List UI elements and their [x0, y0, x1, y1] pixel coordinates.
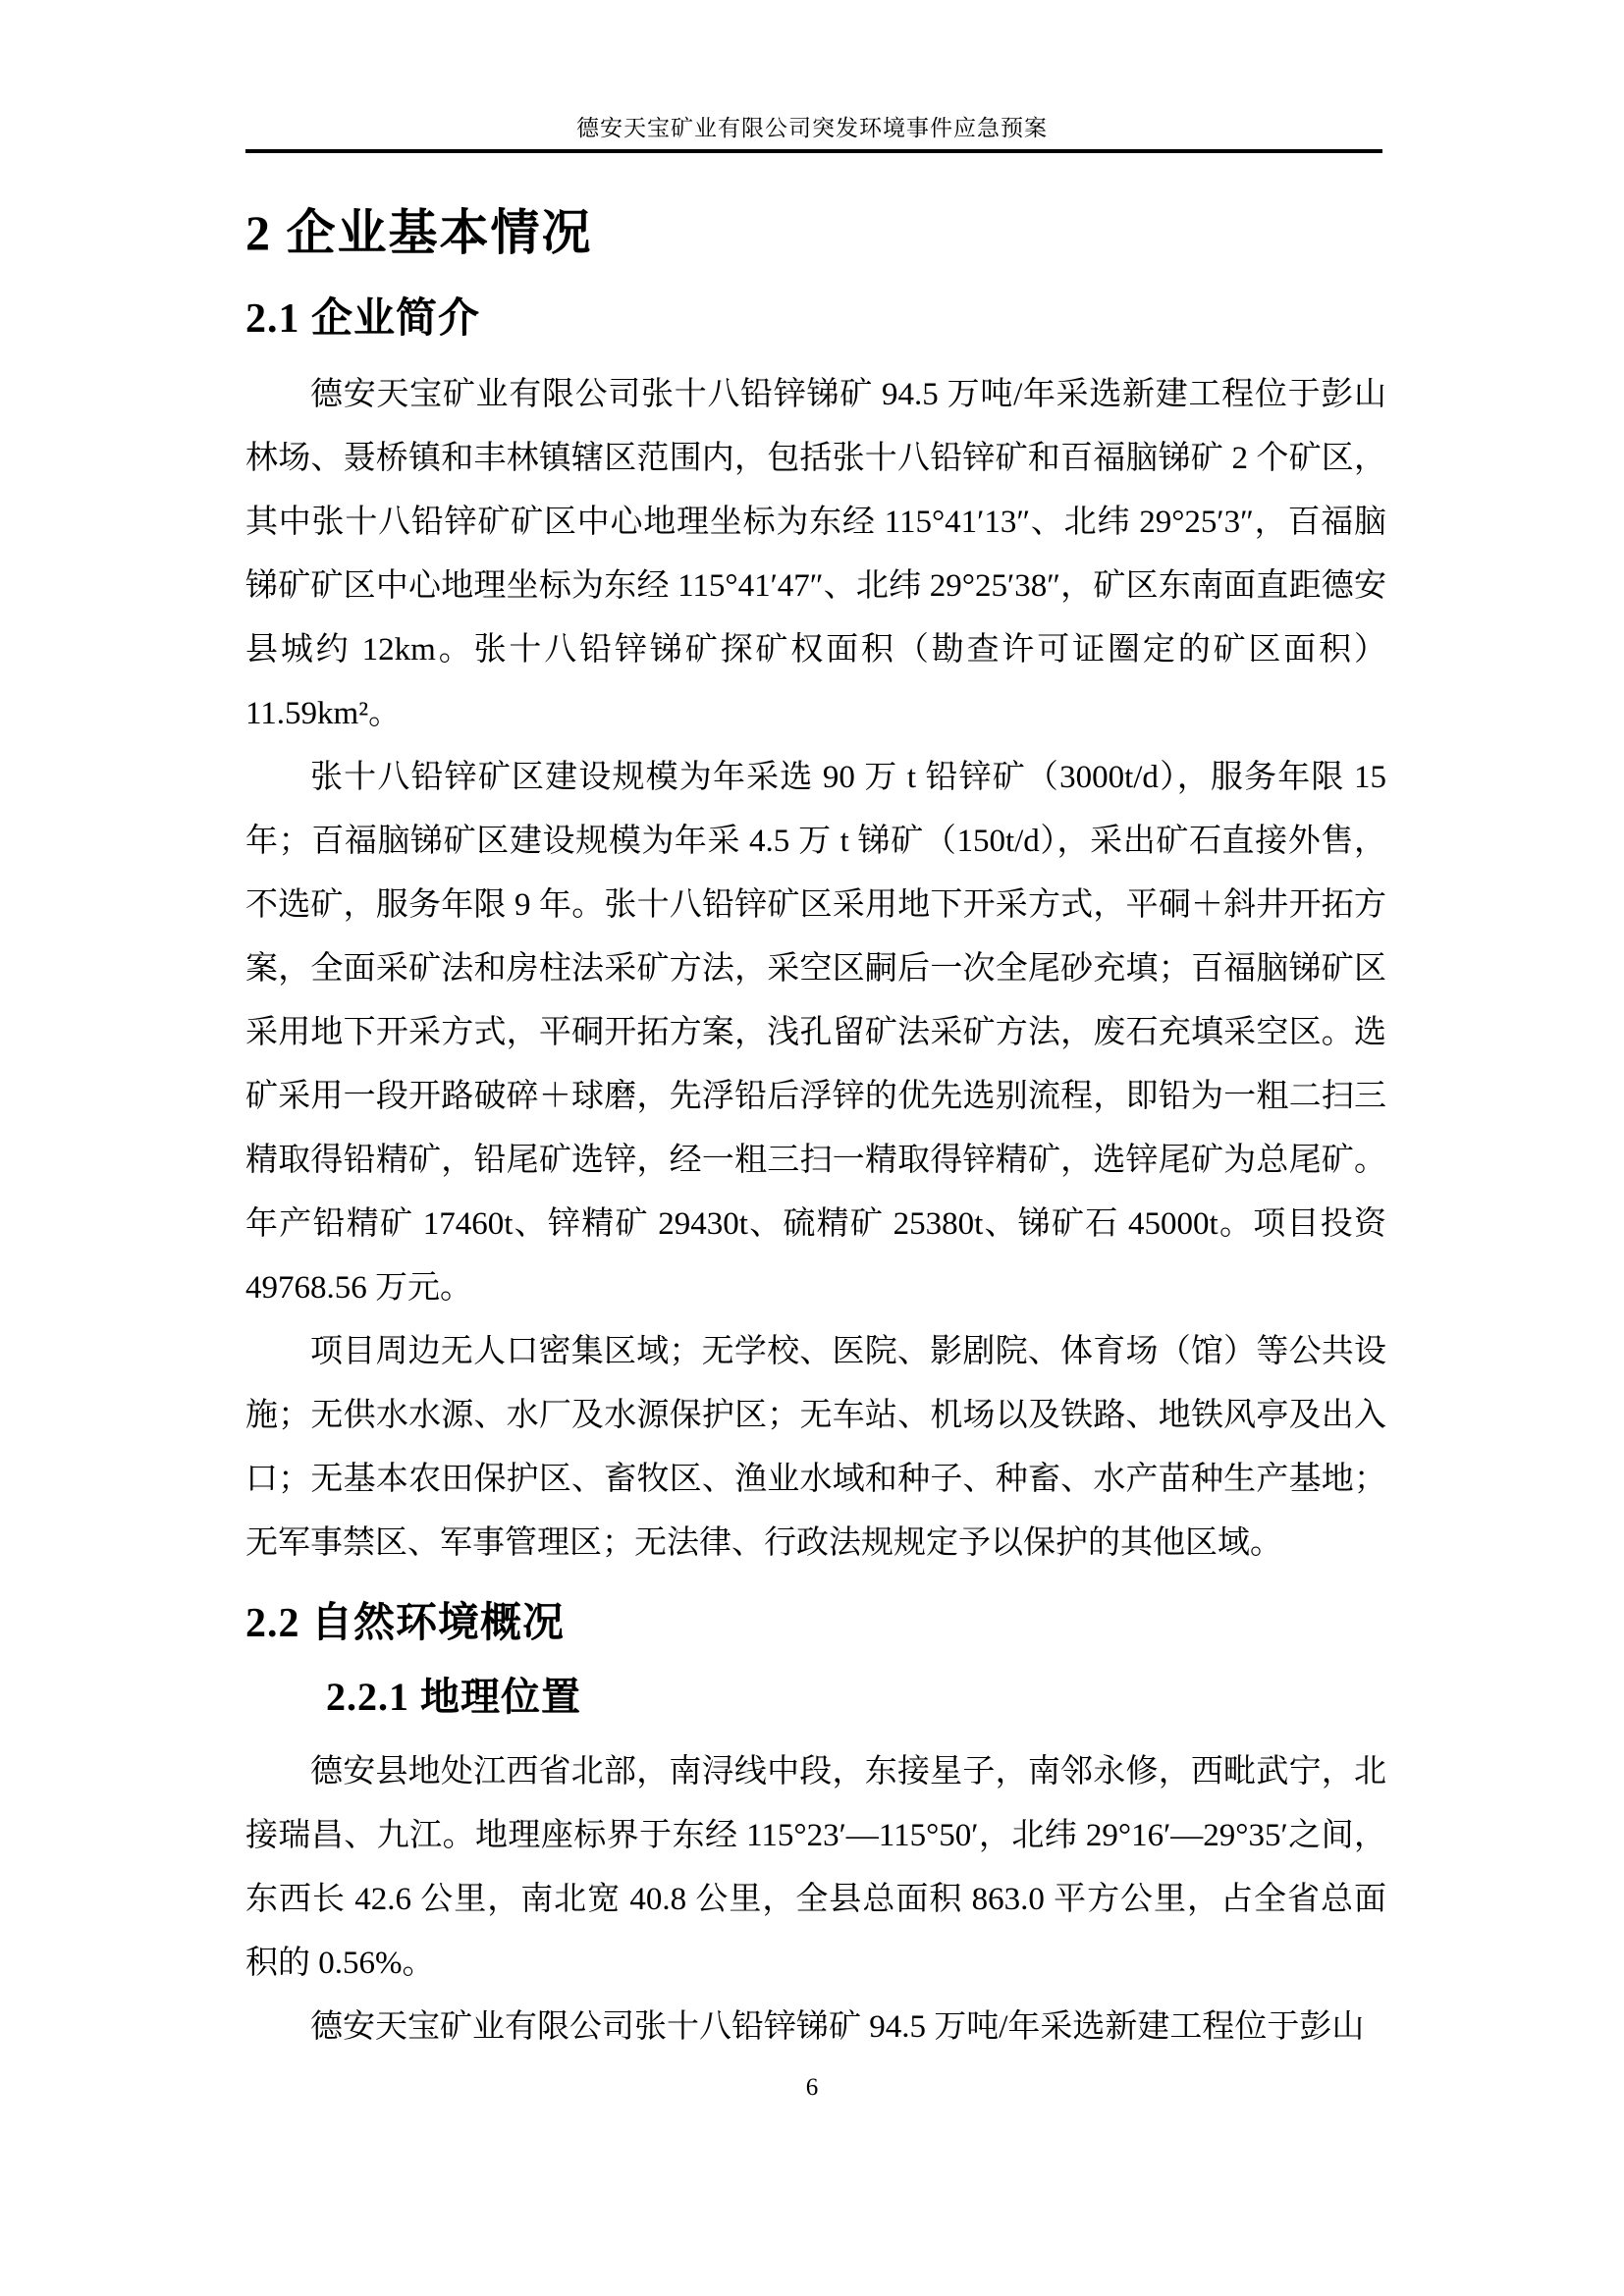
paragraph: 德安天宝矿业有限公司张十八铅锌锑矿 94.5 万吨/年采选新建工程位于彭山: [310, 2009, 1365, 2045]
chapter-heading: 2 企业基本情况: [245, 205, 593, 260]
paragraph: 德安县地处江西省北部，南浔线中段，东接星子，南邻永修，西毗武宁，北接瑞昌、九江。地理座标界于东经 115°23′—115°50′，北纬 29°16′—29°35′之间，东西长 42.6 公里，南北宽 40.8 公里，全县总面积 863.0 平方公里，占全省总面积的 0.56%。: [245, 1754, 1386, 1981]
section-heading-2-2: 2.2 自然环境概况: [245, 1601, 566, 1646]
header-rule: [245, 149, 1382, 153]
running-header-title: 德安天宝矿业有限公司突发环境事件应急预案: [576, 116, 1048, 140]
section-heading-2-1: 2.1 企业简介: [245, 296, 481, 342]
paragraph: 项目周边无人口密集区域；无学校、医院、影剧院、体育场（馆）等公共设施；无供水水源、水厂及水源保护区；无车站、机场以及铁路、地铁风亭及出入口；无基本农田保护区、畜牧区、渔业水域和种子、种畜、水产苗种生产基地；无军事禁区、军事管理区；无法律、行政法规规定予以保护的其他区域。: [245, 1334, 1386, 1561]
section-2-1-body: [245, 363, 1386, 1575]
paragraph: 张十八铅锌矿区建设规模为年采选 90 万 t 铅锌矿（3000t/d），服务年限 15 年；百福脑锑矿区建设规模为年采 4.5 万 t 锑矿（150t/d），采出矿石直接外售，不选矿，服务年限 9 年。张十八铅锌矿区采用地下开采方式，平硐＋斜井开拓方案，全面采矿法和房柱法采矿方法，采空区嗣后一次全尾砂充填；百福脑锑矿区采用地下开采方式，平硐开拓方案，浅孔留矿法采矿方法，废石充填采空区。选矿采用一段开路破碎＋球磨，先浮铅后浮锌的优先选别流程，即铅为一粗二扫三精取得铅精矿，铅尾矿选锌，经一粗三扫一精取得锌精矿，选锌尾矿为总尾矿。年产铅精矿 17460t、锌精矿 29430t、硫精矿 25380t、锑矿石 45000t。项目投资 49768.56 万元。: [245, 760, 1386, 1306]
paragraph: 德安天宝矿业有限公司张十八铅锌锑矿 94.5 万吨/年采选新建工程位于彭山林场、聂桥镇和丰林镇辖区范围内，包括张十八铅锌矿和百福脑锑矿 2 个矿区，其中张十八铅锌矿矿区中心地理坐标为东经 115°41′13″、北纬 29°25′3″，百福脑锑矿矿区中心地理坐标为东经 115°41′47″、北纬 29°25′38″，矿区东南面直距德安县城约 12km。张十八铅锌锑矿探矿权面积（勘查许可证圈定的矿区面积）11.59km²。: [245, 377, 1386, 731]
page-number: 6: [805, 2074, 819, 2101]
subsection-2-2-1-body: [245, 1740, 1386, 2059]
subsection-heading-2-2-1: 2.2.1 地理位置: [326, 1675, 581, 1719]
